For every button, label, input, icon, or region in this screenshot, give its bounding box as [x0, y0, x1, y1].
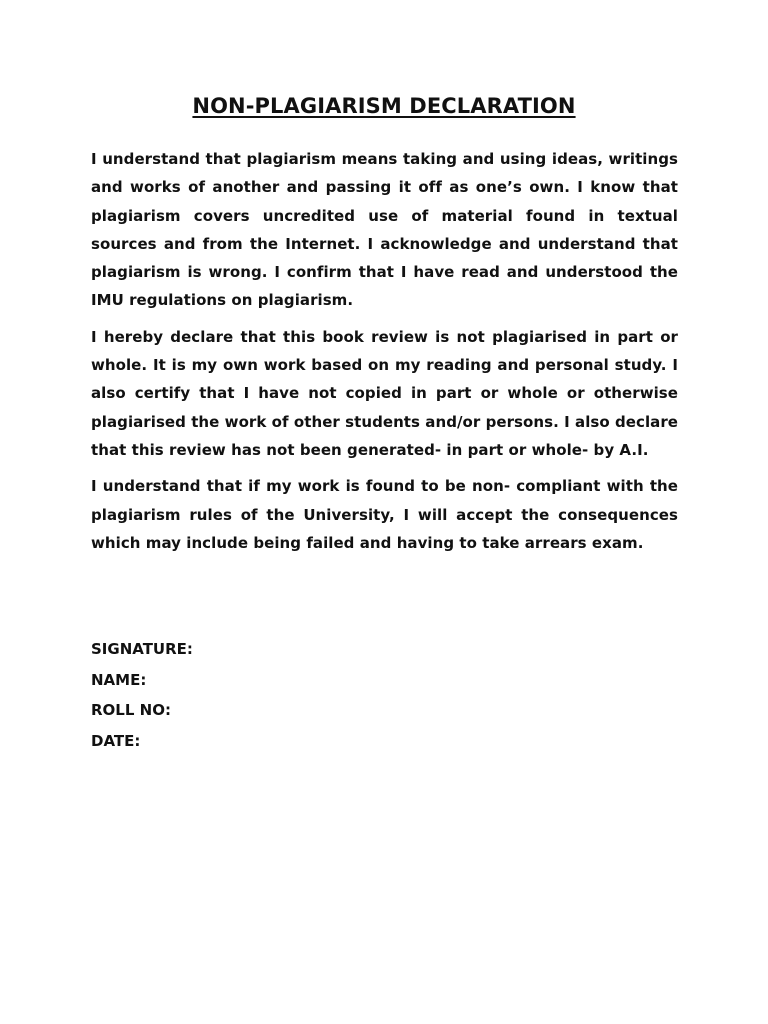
paragraph-consequences: I understand that if my work is found to be non- compliant with the plagiarism rules of the University, I will accept the consequences which may include being failed and having to take arrears exam.	[91, 477, 678, 552]
signature-label: SIGNATURE:	[91, 640, 193, 658]
declaration-body	[91, 145, 678, 565]
roll-no-label: ROLL NO:	[91, 701, 171, 720]
document-title: NON-PLAGIARISM DECLARATION	[192, 94, 576, 118]
name-label: NAME:	[91, 670, 147, 689]
paragraph-original-work-declaration: I hereby declare that this book review is not plagiarised in part or whole. It is my own work based on my reading and personal study. I also certify that I have not copied in part or whole or otherwise plagiarised the work of other students and/or persons. I also declare that this review has not been generated- in part or whole- by A.I.	[91, 327, 678, 459]
signature-block	[91, 634, 193, 757]
paragraph-plagiarism-understanding: I understand that plagiarism means taking and using ideas, writings and works of another and passing it off as one’s own. I know that plagiarism covers uncredited use of material found in textual sources and from the Internet. I acknowledge and understand that plagiarism is wrong. I confirm that I have read and understood the IMU regulations on plagiarism.	[91, 150, 678, 310]
date-label: DATE:	[91, 732, 141, 751]
